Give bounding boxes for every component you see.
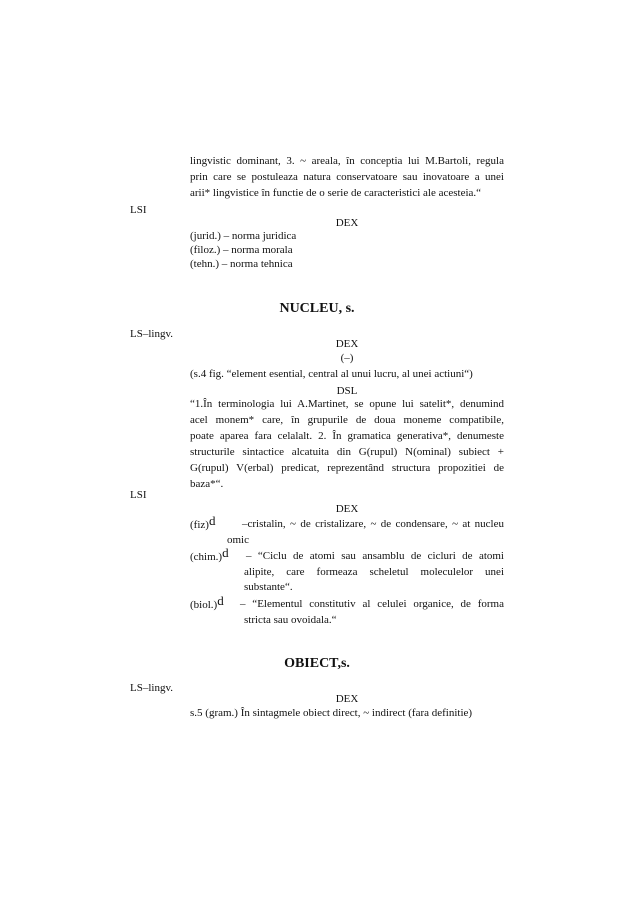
dex-definition: s.5 (gram.) În sintagmele obiect direct, ~ indirect (fara definitie)	[190, 707, 473, 719]
superscript-d: d	[217, 593, 224, 608]
source-dex: DEX	[335, 503, 359, 515]
lsi-label: LSI	[130, 489, 147, 501]
domain-prefix: (biol.)d	[190, 593, 224, 611]
text-line: prin care se postuleaza natura conservatoare sau inovatoare a unei	[190, 171, 504, 183]
list-item: (tehn.) – norma tehnica	[190, 258, 293, 270]
entry-title-obiect: OBIECT,s.	[284, 656, 350, 671]
ls-lingv-label: LS–lingv.	[130, 682, 173, 694]
superscript-d: d	[208, 513, 216, 528]
text-line: acel monem* care, în grupurile de doua moneme compatibile,	[190, 414, 504, 426]
dex-definition: (s.4 fig. “element esential, central al unui lucru, al unei actiuni“)	[190, 368, 473, 380]
top-paragraph	[190, 153, 504, 201]
dex-mark: (–)	[340, 352, 354, 364]
text-line: “1.În terminologia lui A.Martinet, se opune lui satelit*, denumind	[190, 398, 504, 410]
domain-prefix: (fiz)d	[190, 513, 216, 531]
text-line: poate aparea fara celalalt. 2. În gramatica generativa*, denumeste	[190, 430, 504, 442]
source-dex: DEX	[335, 338, 359, 350]
domain-prefix: (chim.)d	[190, 545, 229, 563]
text-line: substante“.	[244, 581, 293, 593]
text-line: G(rupul) V(erbal) predicat, reprezentând structura propozitiei de	[190, 462, 504, 474]
text-line: structurile sintactice alcatuita din G(rupul) N(ominal) subiect +	[190, 446, 504, 458]
source-dex: DEX	[335, 217, 359, 229]
list-item: (filoz.) – norma morala	[190, 244, 293, 256]
source-dex: DEX	[335, 693, 359, 705]
text-line: –cristalin, ~ de cristalizare, ~ de condensare, ~ at nucleu	[242, 518, 504, 530]
text-line: lingvistic dominant, 3. ~ areala, în conceptia lui M.Bartoli, regula	[190, 155, 504, 167]
text-line: arii* lingvistice în functie de o serie de caracteristici ale acesteia.“	[190, 187, 482, 199]
ls-lingv-label: LS–lingv.	[130, 328, 173, 340]
text-line: alipite, care formeaza scheletul moleculelor unei	[244, 566, 504, 578]
lsi-label: LSI	[130, 204, 147, 216]
superscript-d: d	[222, 545, 229, 560]
text-line: – “Ciclu de atomi sau ansamblu de cicluri de atomi	[246, 550, 504, 562]
source-dsl: DSL	[336, 385, 358, 397]
list-item: (jurid.) – norma juridica	[190, 230, 297, 242]
text-line: baza*“.	[190, 478, 224, 490]
dsl-definition	[190, 396, 504, 492]
text-line: stricta sau ovoidala.“	[244, 614, 337, 626]
text-line: – “Elementul constitutiv al celulei organice, de forma	[240, 598, 504, 610]
text-line: omic	[227, 534, 249, 546]
entry-title-nucleu: NUCLEU, s.	[279, 301, 355, 316]
